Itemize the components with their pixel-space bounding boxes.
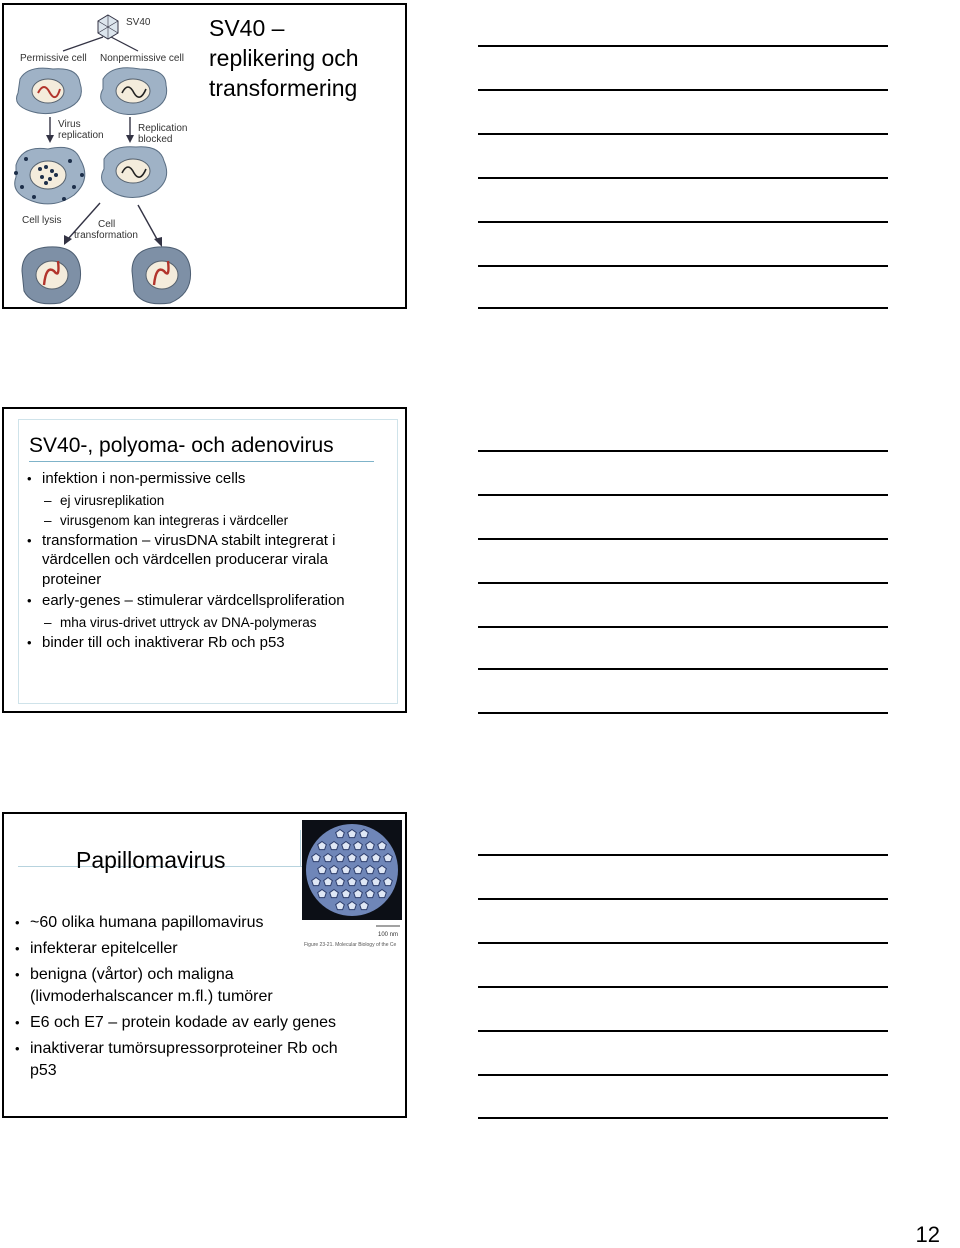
bullet-item: • infektion i non-permissive cells <box>26 469 386 489</box>
slide-2 <box>2 407 407 713</box>
bullet-item: • E6 och E7 – protein kodade av early genes <box>12 1012 342 1034</box>
figure-label-cell-lysis: Cell lysis <box>22 215 62 226</box>
figure-label-replication: replication <box>58 130 104 141</box>
note-line <box>478 45 888 47</box>
bullet-item: • binder till och inaktiverar Rb och p53 <box>26 633 386 653</box>
bullet-item: • benigna (vårtor) och maligna (livmoderhalscancer m.fl.) tumörer <box>12 964 342 1008</box>
slide-3 <box>2 812 407 1118</box>
slide-1-title <box>209 13 407 103</box>
note-line <box>478 450 888 452</box>
sv40-virus-icon <box>98 15 118 39</box>
slide-1-title-line-1: SV40 – <box>209 15 285 41</box>
sub-bullet-item: – virusgenom kan integreras i värdceller <box>26 511 386 531</box>
note-line <box>478 626 888 628</box>
note-line <box>478 133 888 135</box>
note-line <box>478 538 888 540</box>
scale-bar-label: 100 nm <box>378 932 399 938</box>
figure-label-cell: Cell <box>98 219 116 230</box>
figure-label-replication-blocked: Replication <box>138 123 188 134</box>
figure-caption: Figure 23-21. Molecular Biology of the Ce <box>304 942 397 948</box>
figure-label-transformation: transformation <box>74 230 138 241</box>
note-line <box>478 668 888 670</box>
bullet-item: • inaktiverar tumörsupressorproteiner Rb och p53 <box>12 1038 342 1082</box>
slide-2-title: SV40-, polyoma- och adenovirus <box>29 433 374 462</box>
note-line <box>478 177 888 179</box>
note-line <box>478 494 888 496</box>
figure-label-nonpermissive: Nonpermissive cell <box>100 53 184 64</box>
figure-label-sv40: SV40 <box>126 17 151 28</box>
note-line <box>478 986 888 988</box>
bullet-item: • infekterar epitelceller <box>12 938 342 960</box>
slide-3-title: Papillomavirus <box>76 847 226 873</box>
figure-label-virus: Virus <box>58 119 81 130</box>
page-number: 12 <box>915 1222 940 1247</box>
sub-bullet-item: – ej virusreplikation <box>26 491 386 511</box>
slide-1-title-line-3: transformering <box>209 75 358 101</box>
note-line <box>478 265 888 267</box>
bullet-item: • transformation – virusDNA stabilt integrerat i värdcellen och värdcellen producerar virala proteiner <box>26 531 386 590</box>
note-line <box>478 582 888 584</box>
slide-1 <box>2 3 407 309</box>
slide-3-bullet-list <box>12 912 342 1086</box>
note-line <box>478 1074 888 1076</box>
note-line <box>478 712 888 714</box>
note-line <box>478 89 888 91</box>
note-line <box>478 1117 888 1119</box>
note-line <box>478 898 888 900</box>
note-line <box>478 854 888 856</box>
note-line <box>478 221 888 223</box>
title-divider <box>300 830 301 867</box>
bullet-item: • early-genes – stimulerar värdcellsproliferation <box>26 591 386 611</box>
bullet-item: • ~60 olika humana papillomavirus <box>12 912 342 934</box>
slide-2-bullet-list <box>26 469 386 654</box>
note-line <box>478 1030 888 1032</box>
figure-label-blocked: blocked <box>138 134 173 145</box>
sv40-figure <box>8 9 208 307</box>
note-line <box>478 307 888 309</box>
sub-bullet-item: – mha virus-drivet uttryck av DNA-polymeras <box>26 613 386 633</box>
note-line <box>478 942 888 944</box>
figure-label-permissive: Permissive cell <box>20 53 87 64</box>
slide-1-title-line-2: replikering och <box>209 45 359 71</box>
